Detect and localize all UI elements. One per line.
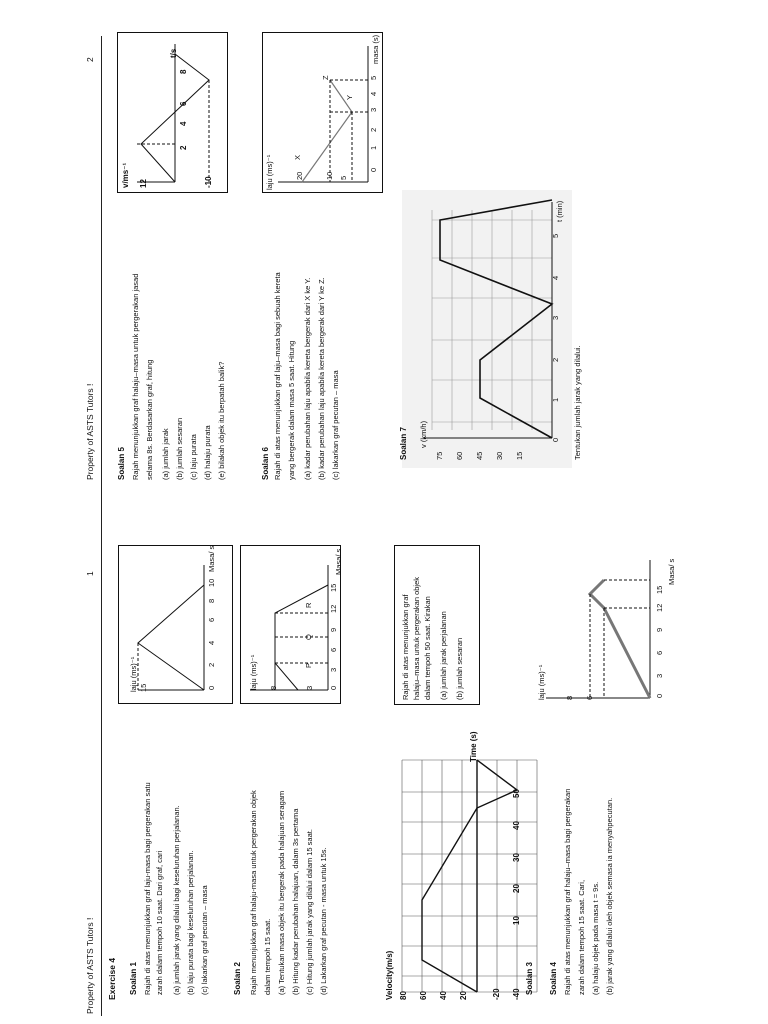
soalan5-title: Soalan 5: [117, 447, 126, 480]
soalan3-x-tick: 20: [512, 884, 521, 893]
soalan1-item: (a) jumlah jarak yang dilalui bagi keseluruhan perjalanan.: [172, 805, 181, 995]
soalan5-x-tick: 6: [179, 101, 188, 106]
soalan3-box-line: Rajah di atas menunjukkan graf: [401, 594, 410, 700]
soalan3-x-axis-label: Time (s): [469, 731, 478, 762]
soalan7-x-axis-label: t (min): [555, 200, 564, 222]
soalan1-x-tick: 0: [207, 685, 216, 690]
soalan6-x-tick: 2: [369, 127, 378, 132]
soalan7-question: Tentukan jumlah jarak yang dilalui.: [573, 345, 582, 460]
soalan5-y-tick: -10: [204, 176, 213, 188]
soalan7-x-tick: 3: [551, 315, 560, 320]
soalan1-x-tick: 10: [207, 578, 216, 587]
soalan1-x-tick: 6: [207, 617, 216, 622]
soalan1-y-tick: 15: [139, 683, 148, 692]
soalan1-y-axis-label: laju (ms)⁻¹: [129, 656, 138, 692]
soalan6-text-line: Rajah di atas menunjukkan graf laju–masa bagi sebuah kereta: [273, 272, 282, 480]
soalan4-x-tick: 3: [655, 673, 664, 678]
soalan4-text-line: Rajah di atas menunjukkan graf halaju–masa bagi pergerakan: [563, 788, 572, 995]
soalan6-graph: [262, 32, 384, 194]
soalan6-text-line: yang bergerak dalam masa 5 saat. Hitung: [287, 340, 296, 480]
soalan4-x-tick: 12: [655, 603, 664, 612]
soalan2-region-label: Q: [304, 634, 313, 640]
soalan1-x-tick: 4: [207, 640, 216, 645]
page2-header: Property of ASTS Tutors !: [85, 383, 95, 480]
soalan1-item: (b) laju purata bagi keseluruhan perjalanan.: [186, 850, 195, 995]
soalan3-box-item: (b) jumlah sesaran: [455, 637, 464, 700]
soalan2-x-tick: 0: [329, 685, 338, 690]
soalan1-x-tick: 8: [207, 598, 216, 603]
soalan4-title: Soalan 4: [549, 962, 558, 995]
soalan4-x-axis-label: Masa/ s: [667, 558, 676, 585]
soalan2-y-axis-label: laju (ms)⁻¹: [249, 654, 258, 690]
soalan4-item: (a) halaju objek pada masa t = 9s.: [591, 881, 600, 995]
soalan2-y-tick: 3: [305, 685, 314, 690]
soalan4-y-axis-label: laju (ms)⁻¹: [537, 664, 546, 700]
soalan4-x-tick: 9: [655, 627, 664, 632]
soalan4-y-tick: 8: [565, 695, 574, 700]
soalan2-text-line: Rajah menunjukkan graf halaju-masa untuk pergerakan objek: [249, 790, 258, 995]
soalan5-x-axis-label: t/s: [169, 48, 178, 58]
soalan2-text-line: dalam tempoh 15 saat.: [263, 918, 272, 995]
soalan5-text-line: selama 8s. Berdasarkan graf, hitung: [145, 359, 154, 480]
soalan2-item: (a) Tentukan masa objek itu bergerak pada halajuan seragam: [277, 790, 286, 995]
soalan2-x-tick: 3: [329, 667, 338, 672]
soalan1-item: (c) lakarkan graf pecutan – masa: [200, 885, 209, 995]
soalan6-y-tick: 20: [295, 171, 304, 180]
soalan7-x-tick: 4: [551, 275, 560, 280]
soalan2-item: (c) Hitung jumlah jarak yang dilalui dalam 15 saat.: [305, 829, 314, 995]
soalan3-x-tick: 50: [512, 789, 521, 798]
soalan6-x-axis-label: masa (s): [371, 34, 380, 64]
soalan6-x-tick: 1: [369, 145, 378, 150]
soalan3-box-line: halaju–masa untuk pergerakan objek: [412, 577, 421, 700]
soalan4-text-line: zarah dalam tempoh 15 saat. Cari,: [577, 879, 586, 995]
soalan5-x-tick: 2: [179, 145, 188, 150]
soalan5-item: (d) halaju purata: [203, 425, 212, 480]
soalan1-x-axis-label: Masa/ s: [207, 545, 216, 572]
soalan6-y-axis-label: laju (ms)⁻¹: [265, 154, 274, 190]
soalan3-y-tick: 80: [399, 991, 408, 1000]
page2-header-rule: [101, 48, 102, 488]
soalan1-title: Soalan 1: [129, 962, 138, 995]
soalan5-text-line: Rajah menunjukkan graf halaju–masa untuk pergerakan jasad: [131, 273, 140, 480]
soalan5-item: (c) laju purata: [189, 434, 198, 480]
soalan6-point-label: Y: [345, 94, 354, 100]
soalan6-title: Soalan 6: [261, 447, 270, 480]
soalan7-y-tick: 45: [475, 451, 484, 460]
soalan7-x-tick: 5: [551, 233, 560, 238]
soalan3-y-tick: -20: [492, 988, 501, 1000]
soalan1-text-line: Rajah di atas menunjukkan graf laju-masa bagi pergerakan satu: [143, 782, 152, 995]
soalan4-x-tick: 6: [655, 650, 664, 655]
soalan7-y-tick: 75: [435, 451, 444, 460]
soalan6-y-tick: 5: [339, 175, 348, 180]
soalan5-y-tick: 12: [139, 179, 148, 188]
soalan2-x-tick: 9: [329, 627, 338, 632]
soalan3-box-line: dalam tempoh 50 saat. Kirakan: [423, 596, 432, 700]
soalan4-x-tick: 0: [655, 693, 664, 698]
soalan6-item: (a) kadar perubahan laju apabila kereta bergerak dari X ke Y.: [303, 277, 312, 480]
soalan3-box-item: (a) jumlah jarak perjalanan: [439, 611, 448, 700]
soalan2-item: (b) Hitung kadar perubahan halajuan, dalam 3s pertama: [291, 808, 300, 995]
exercise-title: Exercise 4: [107, 957, 117, 1000]
soalan6-x-tick: 4: [369, 91, 378, 96]
soalan5-item: (a) jumlah jarak: [161, 428, 170, 480]
soalan7-x-tick: 0: [551, 437, 560, 442]
soalan2-title: Soalan 2: [233, 962, 242, 995]
soalan7-y-tick: 15: [515, 451, 524, 460]
soalan4-item: (b) jarak yang dilalui oleh objek semasa ia menyahpecutan.: [605, 797, 614, 995]
soalan2-x-tick: 6: [329, 647, 338, 652]
soalan7-x-tick: 2: [551, 357, 560, 362]
soalan7-y-tick: 30: [495, 451, 504, 460]
page2-number: 2: [85, 57, 95, 62]
soalan7-x-tick: 1: [551, 397, 560, 402]
soalan7-title: Soalan 7: [399, 427, 408, 460]
soalan3-y-axis-label: Velocity(m/s): [385, 950, 394, 1000]
soalan2-region-label: R: [304, 602, 313, 608]
soalan3-y-tick: 20: [459, 991, 468, 1000]
soalan5-item: (e) bilakah objek itu berpatah balik?: [217, 361, 226, 480]
soalan5-x-tick: 4: [179, 121, 188, 126]
soalan6-x-tick: 0: [369, 167, 378, 172]
page1-header: Property of ASTS Tutors !: [85, 917, 95, 1014]
soalan3-y-tick: 60: [419, 991, 428, 1000]
soalan2-x-tick: 15: [329, 583, 338, 592]
soalan5-y-axis-label: v/ms⁻¹: [121, 162, 130, 188]
soalan4-x-tick: 15: [655, 585, 664, 594]
soalan1-x-tick: 2: [207, 662, 216, 667]
soalan1-text-line: zarah dalam tempoh 10 saat. Dari graf, cari: [155, 850, 164, 995]
soalan3-y-tick: -40: [512, 988, 521, 1000]
soalan7-y-axis-label: v (km/h): [419, 420, 428, 448]
soalan2-region-label: P: [304, 662, 313, 668]
soalan4-y-tick: 6: [585, 695, 594, 700]
soalan2-y-tick: 8: [269, 685, 278, 690]
soalan6-x-tick: 5: [369, 75, 378, 80]
soalan7-y-tick: 60: [455, 451, 464, 460]
soalan6-point-label: Z: [321, 75, 330, 80]
soalan3-x-tick: 40: [512, 821, 521, 830]
soalan2-item: (d) Lakarkan graf pecutan - masa untuk 15s.: [319, 847, 328, 995]
soalan2-x-tick: 12: [329, 604, 338, 613]
soalan3-x-tick: 10: [512, 916, 521, 925]
soalan3-y-tick: 40: [439, 991, 448, 1000]
page1-number: 1: [85, 571, 95, 576]
soalan5-x-tick: 8: [179, 69, 188, 74]
soalan6-item: (b) kadar perubahan laju apabila kereta bergerak dari Y ke Z.: [317, 277, 326, 480]
soalan5-item: (b) jumlah sesaran: [175, 417, 184, 480]
soalan6-x-tick: 3: [369, 107, 378, 112]
soalan6-point-label: X: [293, 154, 302, 160]
soalan6-item: (c) lakarkan graf pecutan – masa: [331, 370, 340, 480]
soalan3-x-tick: 30: [512, 853, 521, 862]
soalan3-title: Soalan 3: [525, 962, 534, 995]
soalan2-x-axis-label: Masa/ s: [334, 548, 343, 575]
soalan6-y-tick: 10: [325, 171, 334, 180]
